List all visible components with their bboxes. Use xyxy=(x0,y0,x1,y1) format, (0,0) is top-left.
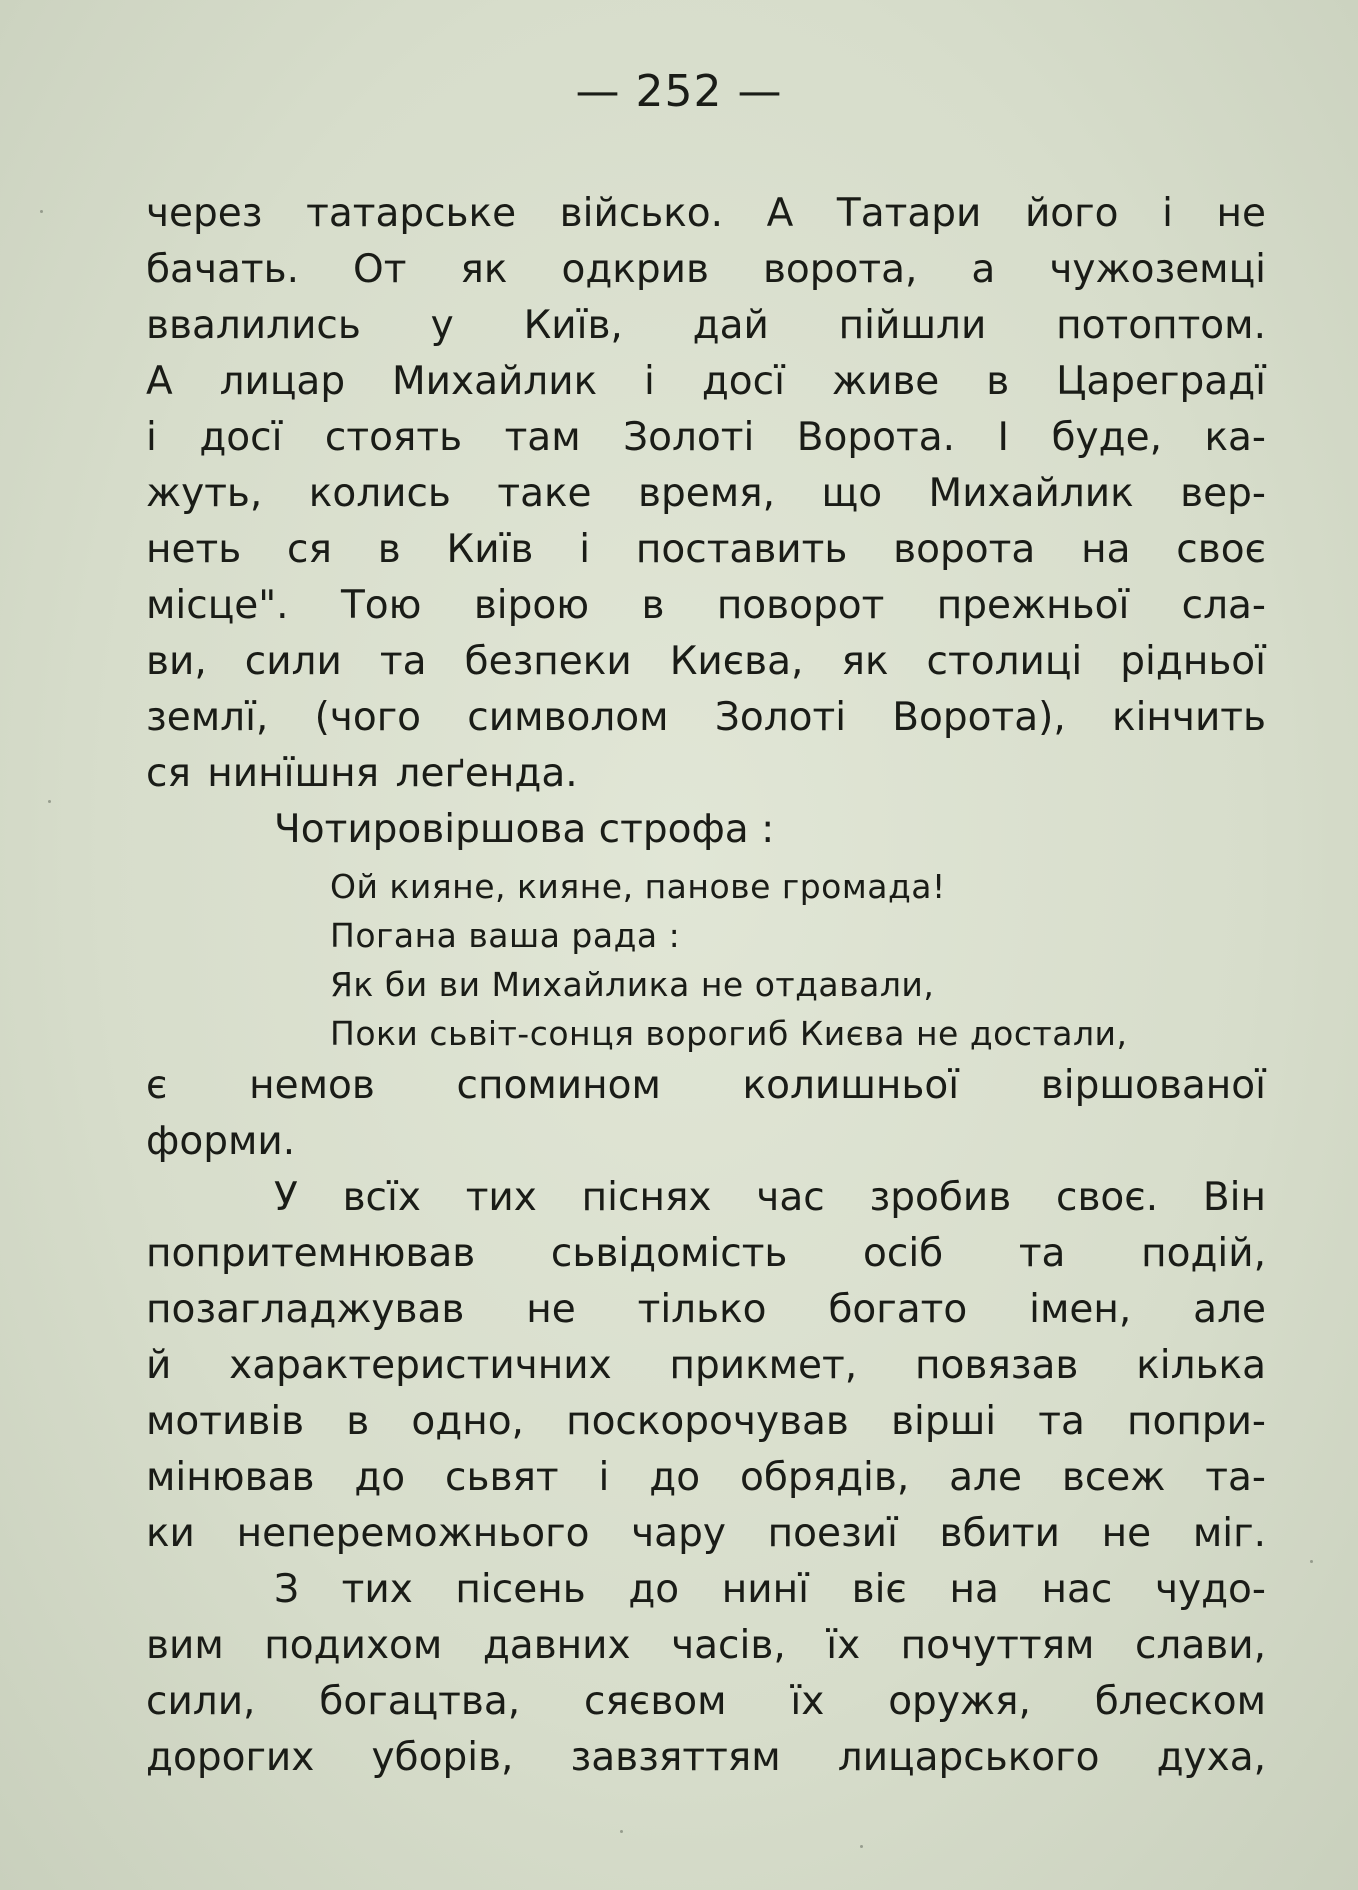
paper-speck xyxy=(40,210,43,213)
verse-quote xyxy=(330,862,1270,1058)
text-line: місце". Тою вірою в поворот прежньої сла- xyxy=(146,583,1266,628)
verse-line: Погана ваша рада : xyxy=(330,916,681,955)
paper-speck xyxy=(48,800,51,803)
text-line: позагладжував не тілько богато імен, але xyxy=(146,1287,1266,1332)
text-line: є немов спомином колишньої віршованої xyxy=(146,1063,1266,1108)
text-line: попритемнював сьвідомість осіб та подій, xyxy=(146,1231,1266,1276)
text-line: вим подихом давних часів, їх почуттям слави, xyxy=(146,1623,1266,1668)
text-line: мотивів в одно, поскорочував вірші та попри- xyxy=(146,1399,1266,1444)
text-line: У всїх тих піснях час зробив своє. Він xyxy=(274,1175,1266,1220)
paper-speck xyxy=(860,1845,863,1848)
paragraph-after-verse xyxy=(146,1058,1266,1170)
text-line: А лицар Михайлик і досї живе в Цареградї xyxy=(146,359,1266,404)
text-line: ввалились у Київ, дай пійшли потоптом. xyxy=(146,303,1266,348)
page-number: — 252 — xyxy=(575,66,783,117)
text-line: дорогих уборів, завзяттям лицарського духа, xyxy=(146,1735,1266,1780)
text-line: й характеристичних прикмет, повязав кілька xyxy=(146,1343,1266,1388)
paragraph-3 xyxy=(146,1562,1266,1786)
text-line: і досї стоять там Золоті Ворота. І буде, ка- xyxy=(146,415,1266,460)
text-line: форми. xyxy=(146,1119,296,1164)
strophe-intro: Чотировіршова строфа : xyxy=(274,807,775,852)
text-line: бачать. От як одкрив ворота, а чужоземці xyxy=(146,247,1266,292)
text-line: через татарське військо. А Татари його і не xyxy=(146,191,1266,236)
text-line: землї, (чого символом Золоті Ворота), кінчить xyxy=(146,695,1266,740)
text-line: З тих пісень до нинї віє на нас чудо- xyxy=(274,1567,1266,1612)
verse-line: Поки сьвіт-сонця ворогиб Києва не достали, xyxy=(330,1014,1128,1053)
text-line: ся нинїшня леґенда. xyxy=(146,751,578,796)
text-line: сили, богацтва, сяєвом їх оружя, блеском xyxy=(146,1679,1266,1724)
text-line: ки непереможнього чару поезиї вбити не міг. xyxy=(146,1511,1266,1556)
text-line: мінював до сьвят і до обрядів, але всеж та- xyxy=(146,1455,1266,1500)
verse-line: Ой кияне, кияне, панове громада! xyxy=(330,867,946,906)
text-line: ви, сили та безпеки Києва, як столиці рідньої xyxy=(146,639,1266,684)
paper-speck xyxy=(1310,1560,1313,1563)
verse-line: Як би ви Михайлика не отдавали, xyxy=(330,965,935,1004)
text-line: жуть, колись таке время, що Михайлик вер- xyxy=(146,471,1266,516)
paper-speck xyxy=(620,1830,623,1833)
paragraph-2 xyxy=(146,1170,1266,1562)
paragraph-1 xyxy=(146,186,1266,858)
text-line: неть ся в Київ і поставить ворота на своє xyxy=(146,527,1266,572)
